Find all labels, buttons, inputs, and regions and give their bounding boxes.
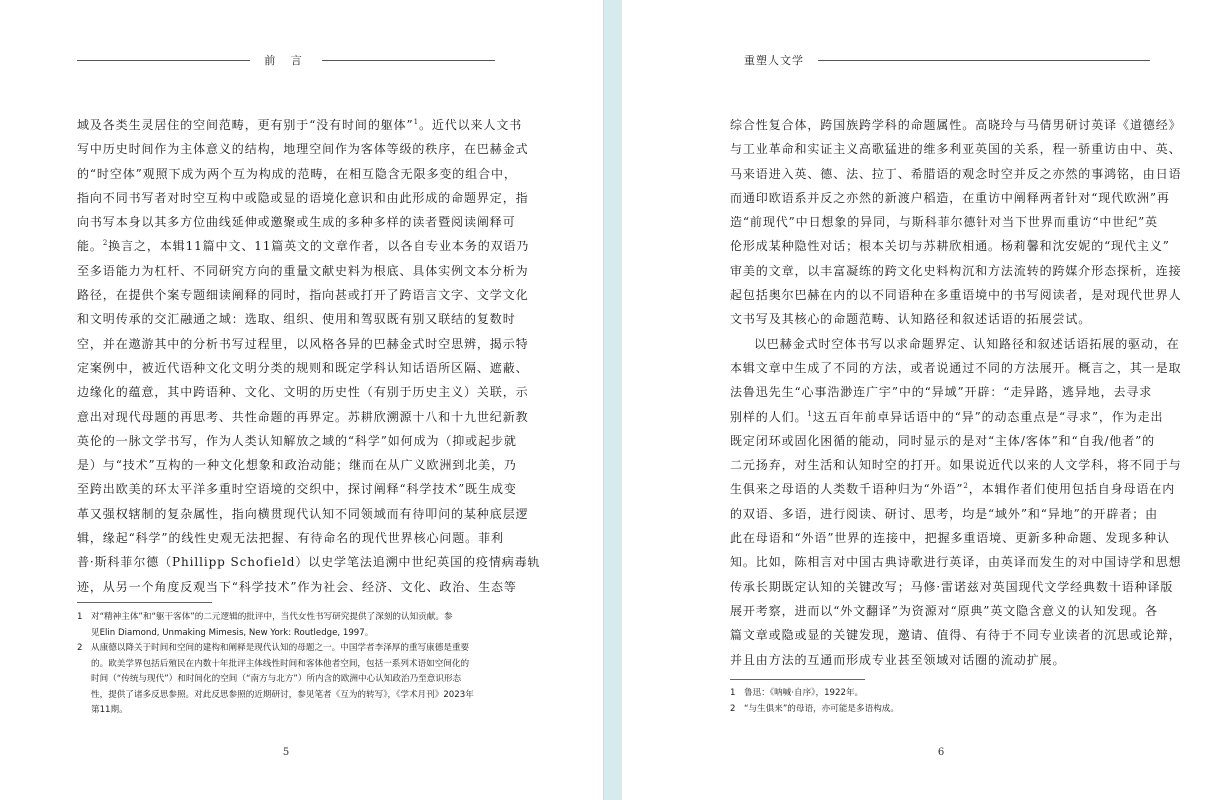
text-line: 并且由方法的互通而形成专业甚至领域对话圈的流动扩展。: [730, 652, 1066, 667]
text-line: 二元扬弃，对生活和认知时空的打开。如果说近代以来的人文学科，将不同于与: [730, 458, 1182, 473]
footnote-number: 1: [730, 688, 736, 698]
left-page: [0, 0, 603, 800]
text-line: 综合性复合体，跨国族跨学科的命题属性。高晓玲与马倩男研讨英译《道德经》: [730, 118, 1182, 132]
footnote-ref[interactable]: 1: [807, 409, 813, 418]
text-line: 造“前现代”中日想象的异同，与斯科菲尔德针对当下世界而重访“中世纪”英: [730, 215, 1159, 230]
footnotes: [730, 686, 1150, 717]
text-line: 至跨出欧美的环太平洋多重时空语境的交织中，探讨阐释“科学技术”既生成变: [77, 482, 517, 497]
running-head: [730, 52, 1150, 68]
book-spine: [603, 0, 624, 800]
text-line: 写中历史时间作为主体意义的结构，地理空间作为客体等级的秩序，在巴赫金式: [77, 142, 529, 157]
footnote-line: 1 对“精神主体”和“躯干客体”的二元逻辑的批评中，当代女性书写研究提供了深刻的认知贡献。参: [77, 610, 495, 626]
text-line: 向书写本身以其多方位曲线延伸或邀聚或生成的多种多样的读者暨阅读阐释可: [77, 215, 516, 230]
running-head-title: 重塑人文学: [744, 54, 804, 67]
text-line: 文书写及其核心的命题范畴、认知路径和叙述话语的拓展尝试。: [730, 312, 1092, 327]
footnote-ref[interactable]: 2: [102, 239, 109, 248]
footnote-line: 2 从康德以降关于时间和空间的建构和阐释是现代认知的母题之一。中国学者李泽厚的重写康德是重要: [77, 641, 495, 657]
text-line: 篇文章或隐或显的关键发现，邀请、值得、有待于不同专业读者的沉思或论辩，: [730, 628, 1182, 643]
text-line: 边缘化的蕴意，其中跨语种、文化、文明的历史性（有别于历史主义）关联，示: [77, 385, 529, 400]
footnote-ref[interactable]: 2: [963, 482, 969, 491]
text-line: 马来语进入英、德、法、拉丁、希腊语的观念时空并反之亦然的事鸿铭，由日语: [730, 166, 1182, 181]
right-page: [622, 0, 1226, 800]
text-line: 普·斯科菲尔德（Phillipp Schofield）以史学笔法追溯中世纪英国的疫情病毒轨: [77, 555, 541, 570]
footnote-number: 1: [77, 612, 83, 622]
text-line: 别样的人们。$^1$这五百年前卓异话语中的“异”的动态重点是“寻求”，作为走出: [730, 409, 1164, 424]
text-line: 空，并在遨游其中的分析书写过程里，以风格各异的巴赫金式时空思辨，揭示特: [77, 336, 529, 351]
page-number: 5: [282, 747, 290, 758]
header-rule: [322, 60, 495, 61]
text-line: 审美的文章，以丰富凝练的跨文化史料构沉和方法流转的跨媒介形态探析，连接: [730, 263, 1182, 278]
text-line: 路径，在提供个案专题细读阐释的同时，指向甚或打开了跨语言文字、文学文化: [77, 288, 529, 303]
text-line: 传承长期既定认知的关键改写；马修·雷诺兹对英国现代文学经典数十语种译版: [730, 579, 1174, 594]
footnote-line: 的。欧美学界包括后殖民在内数十年批评主体线性时间和客体他者空间，包括一系列术语如空间化的: [91, 658, 470, 669]
text-line: 能。$^2$换言之，本辑11篇中文、11篇英文的文章作者，以各自专业本务的双语乃: [77, 239, 530, 254]
footnote-line: 性，提供了诸多反思参照。对此反思参照的近期研讨，参见笔者《互为的转写》，《学术月刊》2023年: [91, 689, 474, 700]
text-line: 既定闭环或固化困循的能动，同时显示的是对“主体/客体”和“自我/他者”的: [730, 433, 1156, 448]
text-line: 知。比如，陈相言对中国古典诗歌进行英译，由英译而发生的对中国诗学和思想: [730, 555, 1182, 570]
text-line: 是）与“技术”互构的一种文化想象和政治动能；继而在从广义欧洲到北美，乃: [77, 458, 517, 473]
footnotes: [77, 610, 495, 719]
text-line: 迹，从另一个角度反观当下“科学技术”作为社会、经济、文化、政治、生态等: [77, 579, 517, 594]
footnote-line: 时间（“传统与现代”）和时间化的空间（“南方与北方”）所内含的欧洲中心认知政治乃至意识形态: [91, 674, 462, 684]
text-line: 和文明传承的交汇融通之域：选取、组织、使用和驾驭既有别又联结的复数时: [77, 312, 516, 327]
text-line: 至多语能力为杠杆、不同研究方向的重量文献史料为根底、具体实例文本分析为: [77, 263, 529, 278]
text-line: 革又强权辖制的复杂属性，指向横贯现代认知不同领域而有待叩问的某种底层逻: [77, 506, 529, 521]
text-line: 以巴赫金式时空体书写以求命题界定、认知路径和叙述话语拓展的驱动，在: [754, 336, 1180, 351]
header-rule: [818, 60, 1150, 61]
text-line: 辑，缘起“科学”的线性史观无法把握、有待命名的现代世界核心问题。菲利: [77, 531, 504, 546]
text-line: 英伦的一脉文学书写，作为人类认知解放之域的“科学”如何成为（抑或起步就: [77, 433, 517, 448]
footnote-line: 第11期。: [91, 705, 128, 715]
text-line: 起包括奥尔巴赫在内的以不同语种在多重语境中的书写阅读者，是对现代世界人: [730, 288, 1182, 303]
footnote-rule: [77, 602, 212, 603]
body-text: [77, 113, 541, 599]
header-rule: [77, 60, 250, 61]
text-line: 域及各类生灵居住的空间范畴，更有别于“没有时间的躯体”$^1$。近代以来人文书: [77, 118, 523, 132]
text-line: 生俱来之母语的人类数千语种归为“外语”$^2$，本辑作者们使用包括自身母语在内: [730, 482, 1176, 497]
text-line: 法鲁迅先生“心事浩渺连广宇”中的“异域”开辟：“走异路，逃异地，去寻求: [730, 385, 1153, 400]
text-line: 指向不同书写者对时空互构中或隐或显的语境化意识和由此形成的命题界定，指: [77, 190, 529, 205]
text-line: 与工业革命和实证主义高歌猛进的维多利亚英国的关系，程一骄重访由中、英、: [730, 142, 1182, 157]
text-line: 本辑文章中生成了不同的方法，或者说通过不同的方法展开。概言之，其一是取: [730, 360, 1182, 375]
footnote-line: 1 鲁迅：《呐喊·自序》，1922年。: [730, 686, 1150, 702]
text-line: 展开考察，进而以“外文翻译”为资源对“原典”英文隐含意义的认知发现。各: [730, 603, 1159, 618]
footnote-line: 见Elin Diamond, Unmaking Mimesis, New York: Routledge, 1997。: [91, 627, 374, 638]
footnote-number: 2: [77, 643, 83, 653]
footnote-rule: [730, 679, 865, 680]
text-line: 此在母语和“外语”世界的连接中，把握多重语境、更新多种命题、发现多种认: [730, 531, 1170, 546]
running-head-title: 前 言: [264, 54, 308, 67]
body-text: [730, 113, 1182, 672]
page-number: 6: [937, 747, 945, 758]
text-line: 而通印欧语系并反之亦然的新渡户稻造，在重访中阐释两者针对“现代欧洲”再: [730, 190, 1170, 205]
running-head: [77, 52, 495, 68]
text-line: 意出对现代母题的再思考、共性命题的再界定。苏耕欣溯源十八和十九世纪新教: [77, 409, 529, 424]
text-line: 伦形成某种隐性对话；根本关切与苏耕欣相通。杨莉馨和沈安妮的“现代主义”: [730, 239, 1170, 254]
text-line: 定案例中，被近代语种文化文明分类的规则和既定学科认知话语所区隔、遮蔽、: [77, 360, 529, 375]
footnote-line: 2 “与生俱来”的母语，亦可能是多语构成。: [730, 702, 1150, 718]
text-line: 的“时空体”观照下成为两个互为构成的范畴，在相互隐含无限多变的组合中，: [77, 166, 517, 181]
footnote-ref[interactable]: 1: [413, 118, 419, 126]
footnote-number: 2: [730, 703, 736, 714]
text-line: 的双语、多语，进行阅读、研讨、思考，均是“域外”和“异地”的开辟者；由: [730, 506, 1159, 521]
